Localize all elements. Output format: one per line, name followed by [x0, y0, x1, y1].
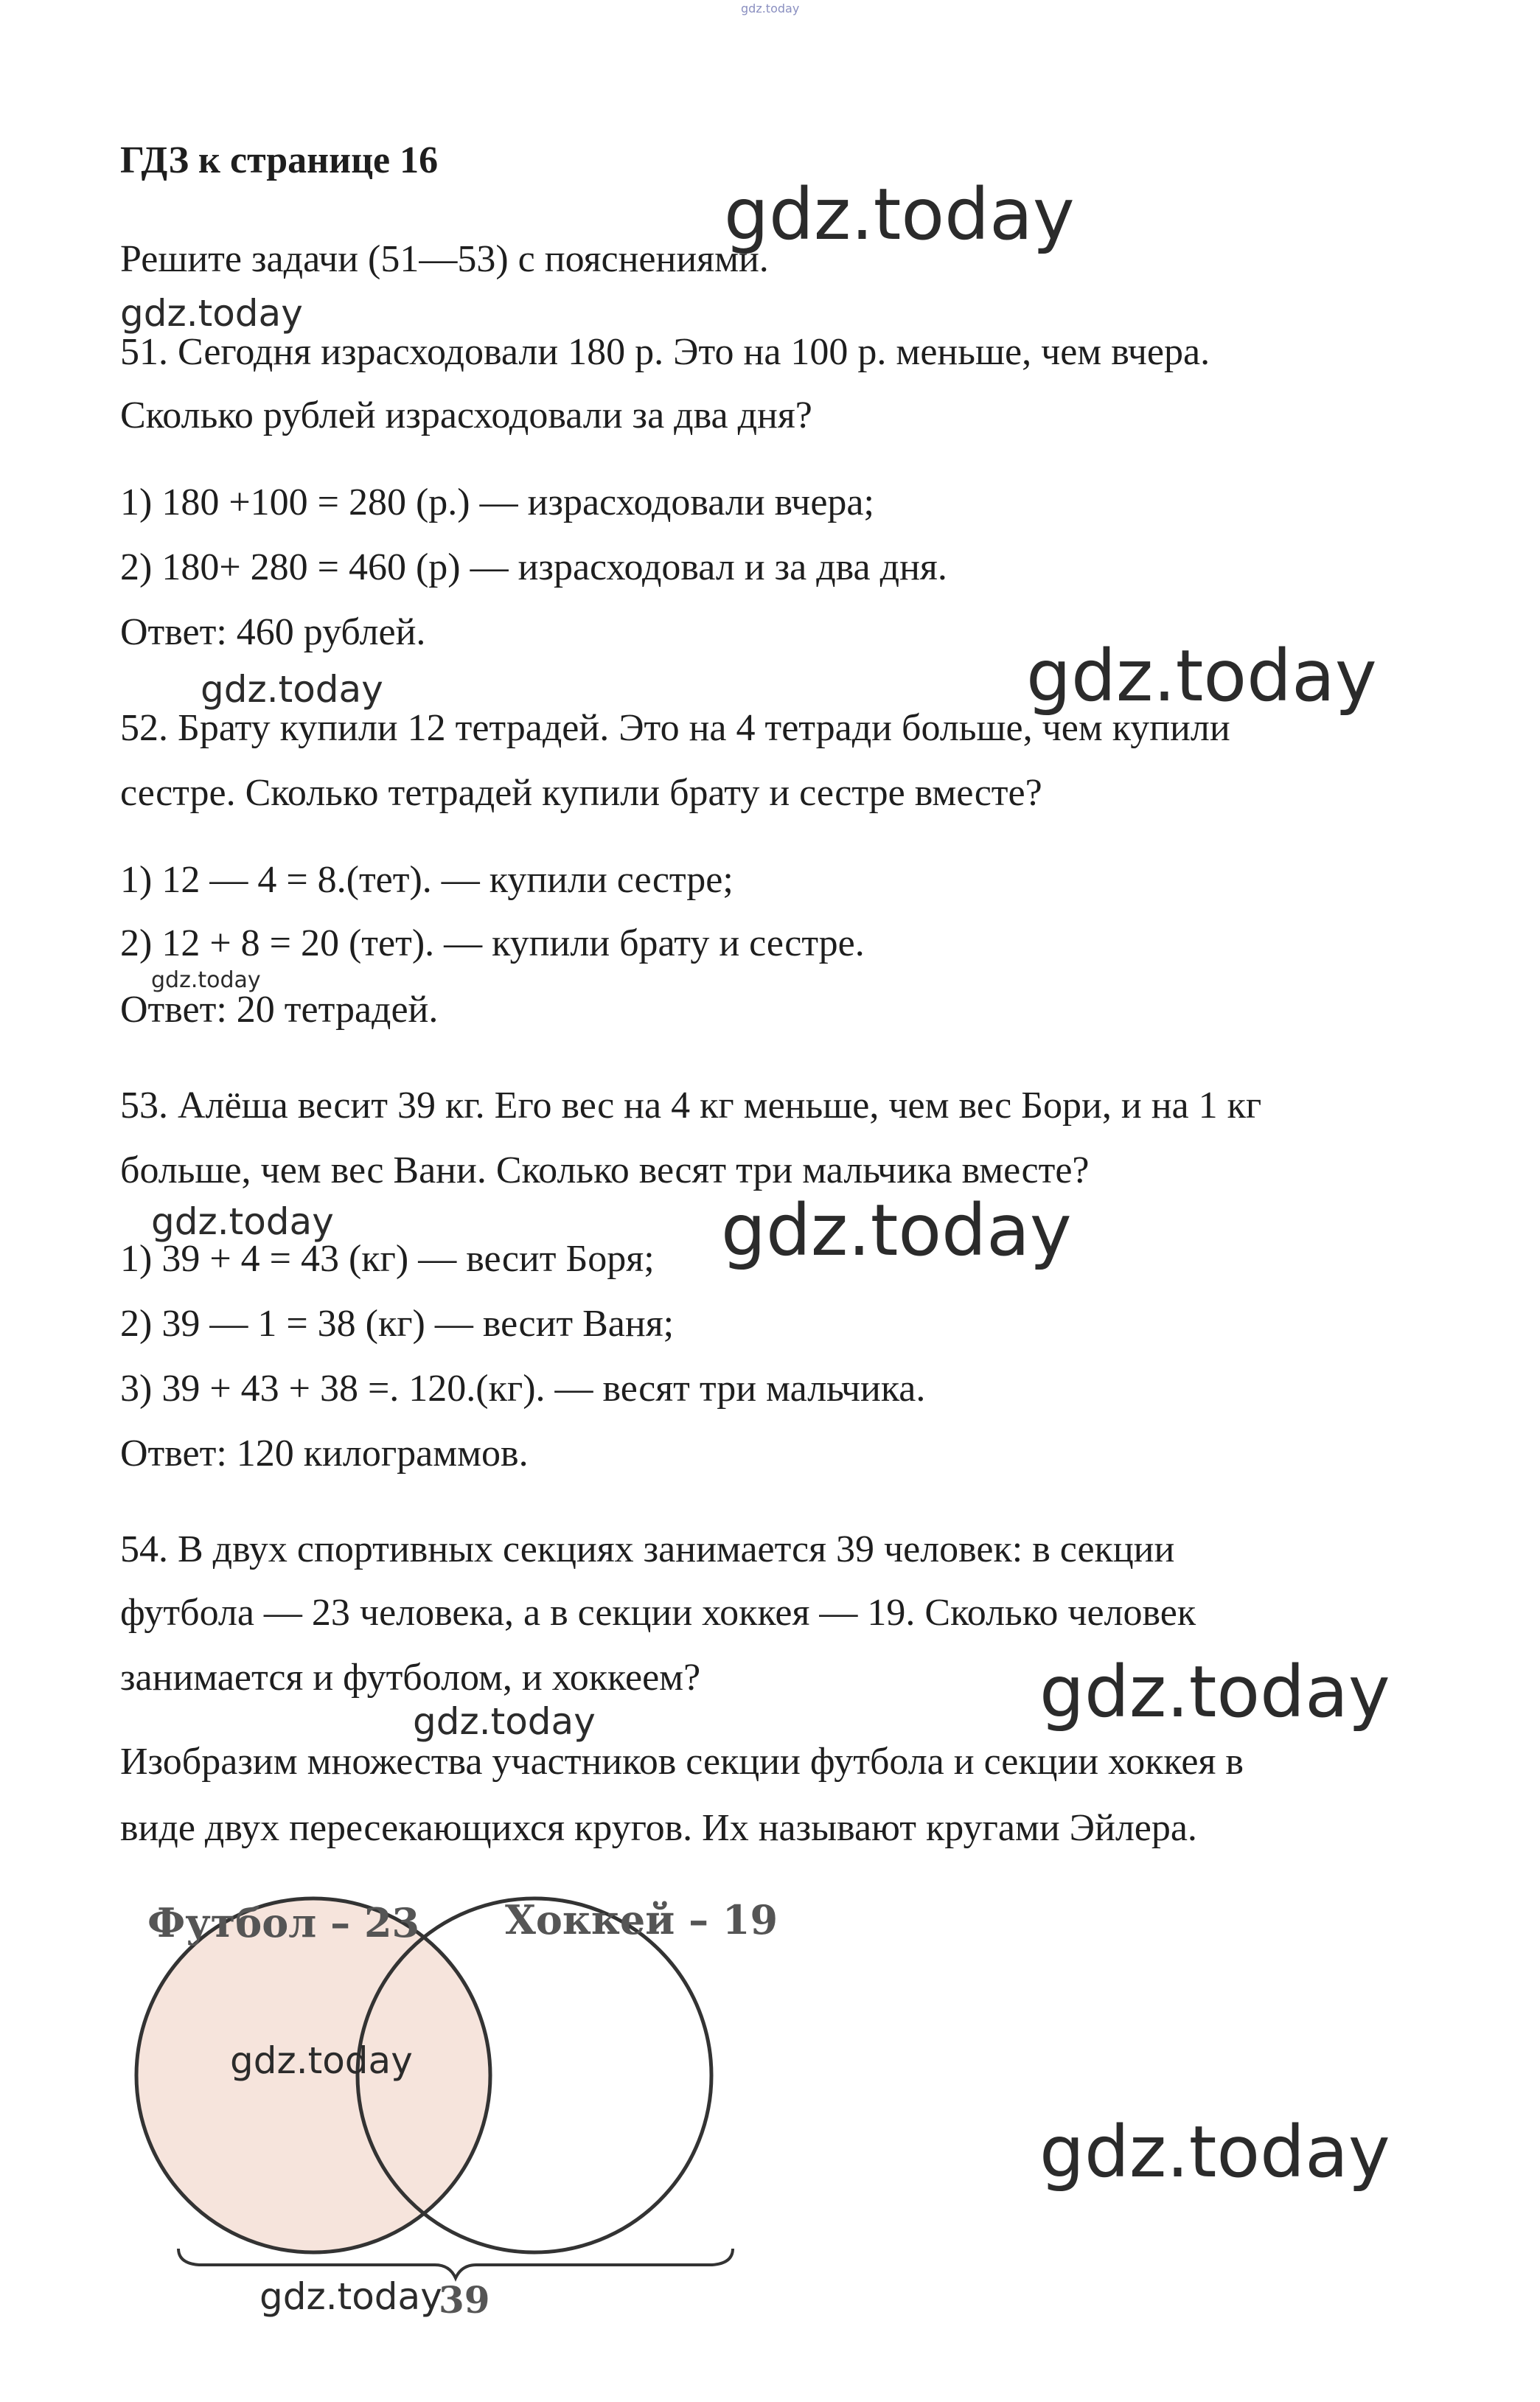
task-51-text: Сколько рублей израсходовали за два дня?: [120, 394, 812, 436]
task-54-text: виде двух пересекающихся кругов. Их называют кругами Эйлера.: [120, 1807, 1197, 1849]
task-53-step: 3) 39 + 43 + 38 =. 120.(кг). — весят три мальчика.: [120, 1368, 926, 1410]
task-51-text: 51. Сегодня израсходовали 180 р. Это на 100 р. меньше, чем вчера.: [120, 331, 1210, 373]
total-label: 39: [439, 2278, 490, 2322]
watermark: gdz.today: [721, 1189, 1072, 1272]
task-53-text: 53. Алёша весит 39 кг. Его вес на 4 кг меньше, чем вес Бори, и на 1 кг: [120, 1085, 1262, 1127]
task-52-step: 2) 12 + 8 = 20 (тет). — купили брату и сестре.: [120, 922, 865, 964]
watermark: gdz.today: [413, 1700, 596, 1743]
task-54-text: 54. В двух спортивных секциях занимается 39 человек: в секции: [120, 1528, 1175, 1570]
watermark: gdz.today: [259, 2275, 442, 2318]
watermark: gdz.today: [120, 292, 303, 335]
task-51-answer: Ответ: 460 рублей.: [120, 611, 426, 653]
task-51-step: 2) 180+ 280 = 460 (р) — израсходовал и за два дня.: [120, 546, 947, 588]
task-53-text: больше, чем вес Вани. Сколько весят три мальчика вместе?: [120, 1149, 1090, 1191]
task-54-text: занимается и футболом, и хоккеем?: [120, 1657, 701, 1699]
task-51-step: 1) 180 +100 = 280 (р.) — израсходовали вчера;: [120, 481, 874, 523]
watermark: gdz.today: [201, 668, 383, 711]
watermark: gdz.today: [1039, 2111, 1390, 2193]
task-53-step: 2) 39 — 1 = 38 (кг) — весит Ваня;: [120, 1303, 675, 1345]
hockey-label: Хоккей – 19: [505, 1896, 778, 1943]
task-53-answer: Ответ: 120 килограммов.: [120, 1433, 529, 1475]
watermark-top: gdz.today: [741, 1, 800, 15]
task-53-step: 1) 39 + 4 = 43 (кг) — весит Боря;: [120, 1238, 655, 1280]
task-54-text: футбола — 23 человека, а в секции хоккея — 19. Сколько человек: [120, 1592, 1196, 1634]
task-52-step: 1) 12 — 4 = 8.(тет). — купили сестре;: [120, 859, 734, 901]
watermark: gdz.today: [724, 173, 1075, 256]
watermark: gdz.today: [1039, 1651, 1390, 1733]
instructions: Решите задачи (51—53) с пояснениями.: [120, 238, 769, 280]
page-heading: ГДЗ к странице 16: [120, 139, 439, 181]
task-52-text: сестре. Сколько тетрадей купили брату и сестре вместе?: [120, 772, 1042, 814]
football-label: Футбол – 23: [147, 1899, 420, 1946]
euler-circles: [133, 1887, 796, 2344]
task-52-answer: Ответ: 20 тетрадей.: [120, 989, 439, 1031]
watermark: gdz.today: [151, 1200, 334, 1243]
watermark: gdz.today: [1026, 635, 1377, 717]
watermark: gdz.today: [151, 967, 261, 993]
task-52-text: 52. Брату купили 12 тетрадей. Это на 4 тетради больше, чем купили: [120, 707, 1230, 749]
watermark: gdz.today: [230, 2039, 413, 2082]
euler-diagram: [133, 1887, 796, 2344]
total-brace: [178, 2249, 733, 2278]
task-54-text: Изобразим множества участников секции футбола и секции хоккея в: [120, 1741, 1244, 1783]
